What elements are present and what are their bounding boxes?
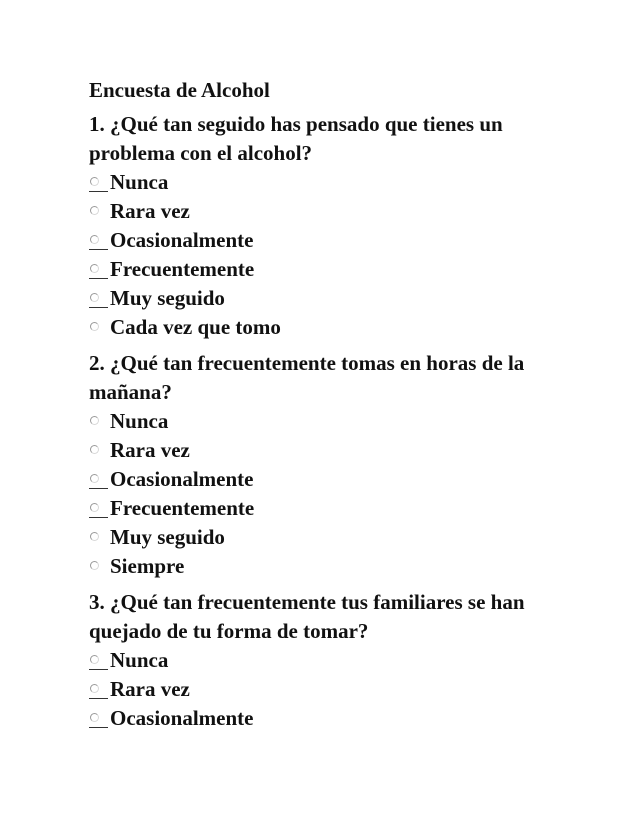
question-text: 2. ¿Qué tan frecuentemente tomas en horas de la mañana? (89, 351, 525, 404)
option-rara-vez[interactable] (89, 675, 559, 704)
option-muy-seguido[interactable] (89, 284, 559, 313)
option-frecuentemente[interactable] (89, 494, 559, 523)
option-nunca[interactable] (89, 646, 559, 675)
radio-button-icon[interactable] (90, 445, 99, 454)
option-label: Frecuentemente (110, 257, 255, 281)
option-nunca[interactable] (89, 407, 559, 436)
radio-button-icon[interactable] (90, 235, 99, 244)
option-label: Frecuentemente (110, 496, 255, 520)
option-label: Rara vez (110, 199, 190, 223)
radio-button-icon[interactable] (90, 264, 99, 273)
radio-button-icon[interactable] (90, 177, 99, 186)
question-1 (89, 110, 559, 342)
question-3 (89, 588, 559, 733)
survey-page (89, 76, 559, 740)
answer-options (89, 407, 559, 581)
radio-button-icon[interactable] (90, 561, 99, 570)
option-label: Ocasionalmente (110, 228, 254, 252)
answer-options (89, 168, 559, 342)
radio-button-icon[interactable] (90, 206, 99, 215)
radio-button-icon[interactable] (90, 474, 99, 483)
option-rara-vez[interactable] (89, 436, 559, 465)
question-text: 1. ¿Qué tan seguido has pensado que tienes un problema con el alcohol? (89, 112, 503, 165)
option-label: Nunca (110, 170, 169, 194)
option-label: Muy seguido (110, 286, 225, 310)
option-label: Nunca (110, 409, 169, 433)
radio-button-icon[interactable] (90, 293, 99, 302)
option-ocasionalmente[interactable] (89, 226, 559, 255)
radio-button-icon[interactable] (90, 655, 99, 664)
option-label: Ocasionalmente (110, 467, 254, 491)
question-text: 3. ¿Qué tan frecuentemente tus familiares se han quejado de tu forma de tomar? (89, 590, 525, 643)
option-ocasionalmente[interactable] (89, 704, 559, 733)
option-label: Rara vez (110, 438, 190, 462)
option-label: Muy seguido (110, 525, 225, 549)
option-label: Siempre (110, 554, 185, 578)
option-siempre[interactable] (89, 552, 559, 581)
option-nunca[interactable] (89, 168, 559, 197)
radio-button-icon[interactable] (90, 416, 99, 425)
option-cada-vez-que-tomo[interactable] (89, 313, 559, 342)
radio-button-icon[interactable] (90, 713, 99, 722)
radio-button-icon[interactable] (90, 322, 99, 331)
radio-button-icon[interactable] (90, 503, 99, 512)
answer-options (89, 646, 559, 733)
option-label: Cada vez que tomo (110, 315, 281, 339)
option-ocasionalmente[interactable] (89, 465, 559, 494)
survey-title: Encuesta de Alcohol (89, 78, 270, 102)
radio-button-icon[interactable] (90, 532, 99, 541)
radio-button-icon[interactable] (90, 684, 99, 693)
option-frecuentemente[interactable] (89, 255, 559, 284)
question-2 (89, 349, 559, 581)
option-label: Rara vez (110, 677, 190, 701)
option-rara-vez[interactable] (89, 197, 559, 226)
option-label: Ocasionalmente (110, 706, 254, 730)
option-label: Nunca (110, 648, 169, 672)
option-muy-seguido[interactable] (89, 523, 559, 552)
